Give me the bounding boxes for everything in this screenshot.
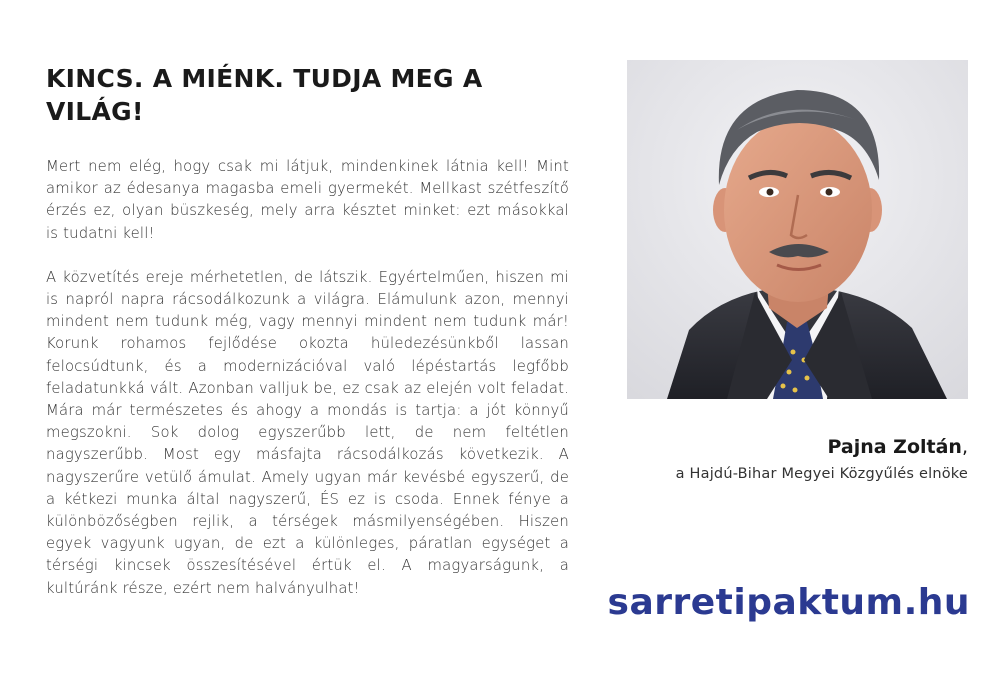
signature-name (827, 436, 968, 458)
website-url: sarretipaktum.hu (607, 582, 970, 623)
portrait-illustration (627, 60, 968, 399)
signature-comma: , (961, 436, 968, 458)
signature-name-text: Pajna Zoltán (827, 436, 962, 458)
article-paragraph-2: A közvetítés ereje mérhetetlen, de látszik. Egyértelműen, hiszen mi is napról napra rácsodálkozunk a világra. Elámulunk azon, mennyi mindent nem tudunk még, vagy mennyi mindent nem tudunk már! Korunk rohamos fejlődése okozta hüledezésünkből lassan felocsúdtunk, és a modernizációval való lépéstartás legfőbb feladatunkká vált. Azonban valljuk be, ez csak az elején volt feladat. Mára már természetes és ahogy a mondás is tartja: a jót könnyű megszokni. Sok dolog egyszerűbb lett, de nem feltétlen nagyszerűbb. Most egy másfajta rácsodálkozás következik. A nagyszerűre vetülő ámulat. Amely ugyan már kevésbé egyszerű, de a kétkezi munka által nagyszerű, ÉS ez is csoda. Ennek fénye a különbözőségben rejlik, a térségek másmilyenségében. Hiszen egyek vagyunk ugyan, de ezt a különleges, páratlan egységet a térségi kincsek összesítésével értük el. A magyarságunk, a kultúránk része, ezért nem halványulhat! (46, 268, 569, 597)
portrait-photo (627, 60, 968, 399)
signature-role: a Hajdú-Bihar Megyei Közgyűlés elnöke (675, 466, 968, 482)
article-paragraph-1: Mert nem elég, hogy csak mi látjuk, mindenkinek látnia kell! Mint amikor az édesanya magasba emeli gyermekét. Mellkast szétfeszítő érzés ez, olyan büszkeség, mely arra késztet minket: ezt másokkal is tudatni kell! (46, 158, 569, 242)
article-title: KINCS. A MIÉNK. TUDJA MEG A VILÁG! (46, 64, 483, 126)
article-body (46, 156, 569, 622)
